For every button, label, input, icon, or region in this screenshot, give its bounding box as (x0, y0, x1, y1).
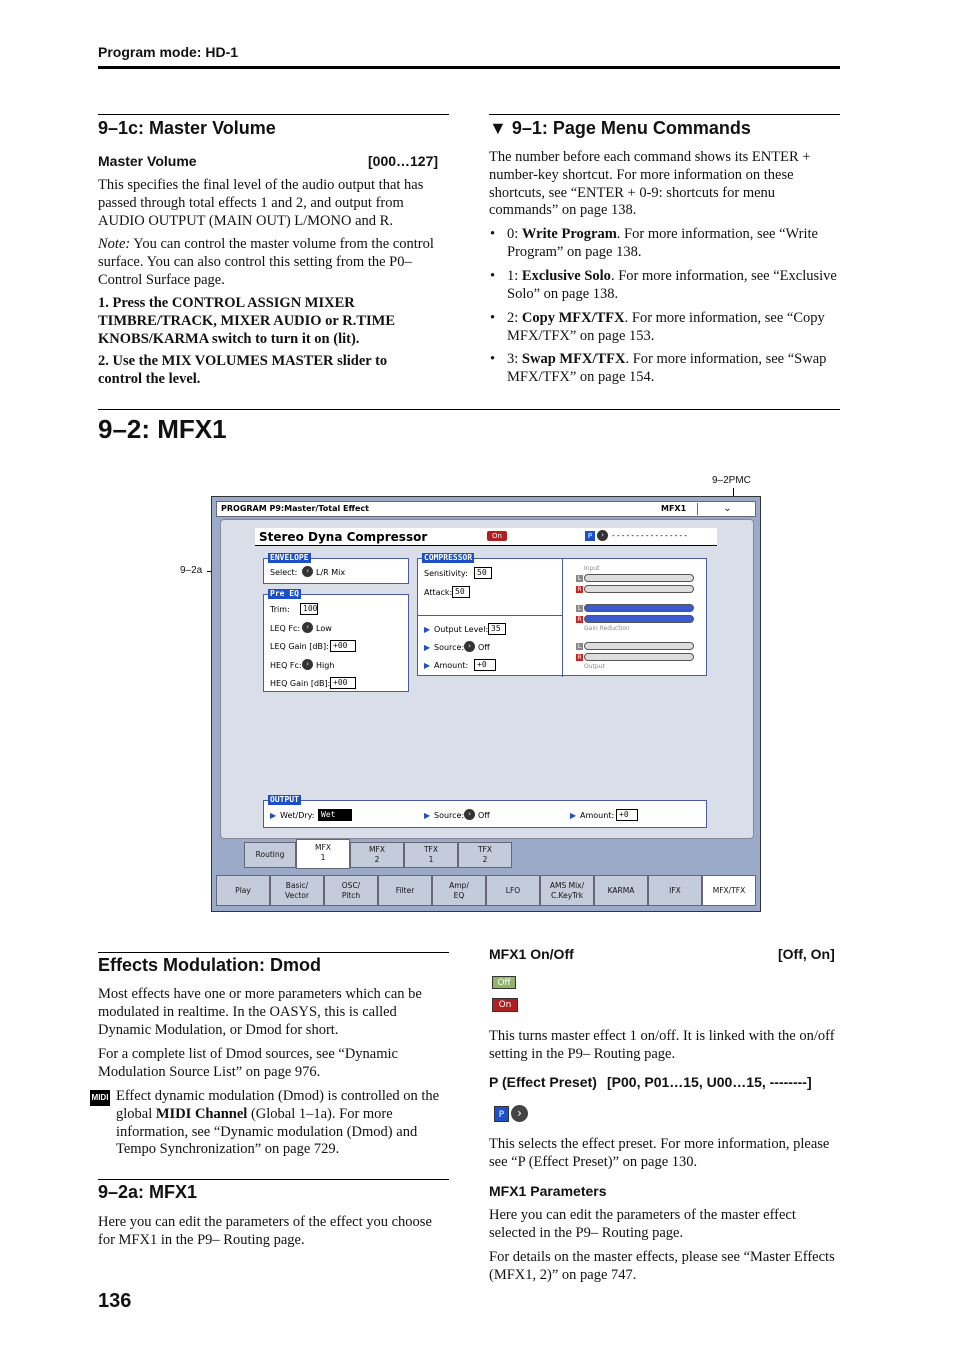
wet-dry-field[interactable]: Wet (318, 809, 352, 821)
meter-divider (562, 559, 563, 677)
lcd-screenshot (211, 496, 761, 912)
lcd-title-right: MFX1 (661, 504, 687, 513)
sensitivity-label: Sensitivity: (424, 569, 468, 578)
preset-param-name: P (Effect Preset) (489, 1074, 597, 1090)
out-amount-label: Amount: (580, 811, 615, 820)
meter-r-icon: R (577, 654, 582, 661)
leq-fc-label: LEQ Fc: (270, 624, 301, 633)
menu-item-swap-mfx: • 3: Swap MFX/TFX. For more information, see “Swap MFX/TFX” on page 154. (490, 351, 827, 385)
out-source-value[interactable]: Off (478, 811, 490, 820)
output-box (263, 795, 707, 828)
tab-lfo[interactable]: LFO (486, 875, 540, 906)
on-button-image: On (492, 998, 518, 1012)
midi-icon: MIDI (90, 1090, 110, 1106)
meter-r-icon: R (577, 586, 582, 593)
modulation-arrow-icon: ▶ (424, 811, 431, 820)
tab-tfx2[interactable]: TFX 2 (458, 842, 512, 868)
select-label: Select: (270, 568, 298, 577)
effect-name: Stereo Dyna Compressor (259, 530, 428, 544)
preset-param-range: [P00, P01…15, U00…15, --------] (607, 1074, 812, 1090)
tab-routing[interactable]: Routing (244, 842, 296, 868)
step-2: 2. Use the MIX VOLUMES MASTER slider to control the level. (98, 353, 388, 387)
modulation-arrow-icon: ▶ (424, 661, 431, 670)
meter-l-icon: L (577, 643, 582, 650)
meter-r-icon: R (577, 616, 582, 623)
callout-a: 9–2a (180, 565, 203, 576)
preset-arrow-icon[interactable]: › (597, 530, 608, 541)
select-value[interactable]: L/R Mix (316, 568, 346, 577)
output-level-field[interactable]: 35 (488, 623, 506, 635)
tab-mfx1[interactable]: MFX 1 (296, 839, 350, 869)
gr-meter-r (584, 615, 694, 623)
heading-master-volume: 9–1c: Master Volume (98, 118, 276, 138)
tab-mfx-tfx[interactable]: MFX/TFX (702, 875, 756, 906)
page-number: 136 (98, 1290, 132, 1312)
heq-fc-label: HEQ Fc: (270, 661, 302, 670)
leq-fc-knob-icon[interactable]: › (302, 622, 313, 633)
header-rule (98, 66, 840, 69)
preset-dashes: ---------------- (611, 531, 689, 540)
meter-output-label: Output (584, 663, 605, 670)
amount-label: Amount: (434, 661, 469, 670)
heq-fc-knob-icon[interactable]: › (302, 659, 313, 670)
leq-fc-value[interactable]: Low (316, 624, 332, 633)
note-paragraph (98, 236, 450, 289)
main-tab-bar (216, 875, 758, 907)
dmod-p3: Effect dynamic modulation (Dmod) is controlled on the global MIDI Channel (Global 1–1a). For more information, see “Dynamic modulation (Dmod) and Tempo Synchronization” on page 729. (116, 1088, 440, 1158)
tab-karma[interactable]: KARMA (594, 875, 648, 906)
meter-gr-label: Gain Reduction (584, 625, 630, 632)
trim-field[interactable]: 100 (300, 603, 318, 615)
step-1: 1. Press the CONTROL ASSIGN MIXER TIMBRE/TRACK, MIXER AUDIO or R.TIME KNOBS/KARMA switch to turn it on (lit). (98, 295, 396, 347)
source-value[interactable]: Off (478, 643, 490, 652)
output-tag: OUTPUT (270, 795, 299, 804)
param-range: [000…127] (368, 153, 439, 169)
callout-pmc: 9–2PMC (712, 475, 751, 486)
source-label: Source: (434, 643, 465, 652)
mfx1-params-heading: MFX1 Parameters (489, 1183, 607, 1199)
source-knob-icon[interactable]: › (464, 641, 475, 652)
tab-ams-mix[interactable]: AMS Mix/ C.KeyTrk (540, 875, 594, 906)
modulation-arrow-icon: ▶ (570, 811, 577, 820)
compressor-box (417, 553, 707, 676)
tab-tfx1[interactable]: TFX 1 (404, 842, 458, 868)
page-title: 9–2: MFX1 (98, 414, 227, 444)
pre-eq-box (263, 589, 409, 692)
menu-item-write-program: • 0: Write Program. For more information, see “Write Program” on page 138. (490, 226, 818, 260)
select-knob-icon[interactable]: › (302, 566, 313, 577)
preset-button-image: P (494, 1106, 509, 1122)
output-meter-l (584, 642, 694, 650)
section-rule (98, 1179, 449, 1180)
compressor-divider (418, 615, 562, 616)
preset-button[interactable]: P (585, 531, 595, 541)
section-rule (489, 114, 840, 115)
leq-gain-label: LEQ Gain [dB]: (270, 642, 329, 651)
attack-label: Attack: (424, 588, 453, 597)
heq-fc-value[interactable]: High (316, 661, 335, 670)
modulation-arrow-icon: ▶ (424, 625, 431, 634)
tab-basic-vector[interactable]: Basic/ Vector (270, 875, 324, 906)
mfx1-params-p2: For details on the master effects, please see “Master Effects (MFX1, 2)” on page 747. (489, 1249, 835, 1283)
leq-gain-field[interactable]: +00 (330, 640, 356, 652)
tab-osc-pitch[interactable]: OSC/ Pitch (324, 875, 378, 906)
effect-header (255, 528, 717, 546)
pre-eq-tag: Pre EQ (270, 589, 299, 598)
lcd-content (220, 519, 754, 839)
note-label: Note: (98, 236, 131, 252)
sensitivity-field[interactable]: 50 (474, 567, 492, 579)
dmod-p2: For a complete list of Dmod sources, see “Dynamic Modulation Source List” on page 976. (98, 1046, 398, 1080)
compressor-tag: COMPRESSOR (424, 553, 473, 562)
heq-gain-label: HEQ Gain [dB]: (270, 679, 331, 688)
tab-amp-eq[interactable]: Amp/ EQ (432, 875, 486, 906)
modulation-arrow-icon: ▶ (270, 811, 277, 820)
attack-field[interactable]: 50 (452, 586, 470, 598)
onoff-param-range: [Off, On] (778, 946, 835, 962)
meter-input-label: Input (584, 565, 600, 572)
section-rule (98, 114, 449, 115)
tab-ifx[interactable]: IFX (648, 875, 702, 906)
menu-item-exclusive-solo: • 1: Exclusive Solo. For more information, see “Exclusive Solo” on page 138. (490, 268, 837, 302)
output-level-label: Output Level: (434, 625, 489, 634)
meter-l-icon: L (577, 575, 582, 582)
heading-mfx1: 9–2a: MFX1 (98, 1182, 198, 1202)
modulation-arrow-icon: ▶ (424, 643, 431, 652)
master-volume-body: This specifies the final level of the audio output that has passed through total effects 1 and 2, and output from AUDIO OUTPUT (MAIN OUT) L/MONO and R. (98, 177, 424, 229)
heading-page-menu: ▼ 9–1: Page Menu Commands (489, 118, 751, 138)
out-amount-field[interactable]: +0 (616, 809, 638, 821)
input-meter-l (584, 574, 694, 582)
tab-mfx2[interactable]: MFX 2 (350, 842, 404, 868)
amount-field[interactable]: +0 (474, 659, 496, 671)
param-name: Master Volume (98, 153, 197, 169)
preset-arrow-icon: › (511, 1105, 528, 1122)
preset-body: This selects the effect preset. For more information, please see “P (Effect Preset)” on page 130. (489, 1136, 830, 1170)
envelope-tag: ENVELOPE (270, 553, 309, 562)
heading-dmod: Effects Modulation: Dmod (98, 955, 321, 975)
running-header: Program mode: HD-1 (98, 44, 239, 60)
gr-meter-l (584, 604, 694, 612)
off-button-image: Off (492, 976, 516, 989)
out-source-label: Source: (434, 811, 465, 820)
envelope-box (263, 553, 409, 584)
section-rule (98, 409, 840, 410)
trim-label: Trim: (270, 605, 290, 614)
section-rule (98, 952, 449, 953)
lcd-title-bar (216, 501, 756, 517)
page-menu-intro: The number before each command shows its ENTER + number-key shortcut. For more information on these shortcuts, see “ENTER + 0-9: shortcuts for menu commands” on page 138. (489, 149, 811, 219)
tab-play[interactable]: Play (216, 875, 270, 906)
dmod-p1: Most effects have one or more parameters which can be modulated in realtime. In the OASYS, this is called Dynamic Modulation, or Dmod for short. (98, 986, 422, 1038)
page-menu-chevron-icon[interactable]: ⌄ (697, 503, 757, 515)
effect-on-button[interactable]: On (487, 531, 507, 541)
input-meter-r (584, 585, 694, 593)
meter-l-icon: L (577, 605, 582, 612)
onoff-param-name: MFX1 On/Off (489, 946, 574, 962)
lcd-title: PROGRAM P9:Master/Total Effect (221, 504, 369, 513)
mfx1-body: Here you can edit the parameters of the effect you choose for MFX1 in the P9– Routing page. (98, 1214, 432, 1248)
out-source-knob-icon[interactable]: › (464, 809, 475, 820)
wet-dry-label: Wet/Dry: (280, 811, 315, 820)
menu-item-copy-mfx: • 2: Copy MFX/TFX. For more information, see “Copy MFX/TFX” on page 153. (490, 310, 825, 344)
output-meter-r (584, 653, 694, 661)
note-text: You can control the master volume from the control surface. You can also control this setting from the P0– Control Surface page. (98, 236, 434, 288)
tab-filter[interactable]: Filter (378, 875, 432, 906)
heq-gain-field[interactable]: +00 (330, 677, 356, 689)
onoff-body: This turns master effect 1 on/off. It is linked with the on/off setting in the P9– Routing page. (489, 1028, 835, 1062)
mfx1-params-p1: Here you can edit the parameters of the master effect selected in the P9– Routing page. (489, 1207, 796, 1241)
